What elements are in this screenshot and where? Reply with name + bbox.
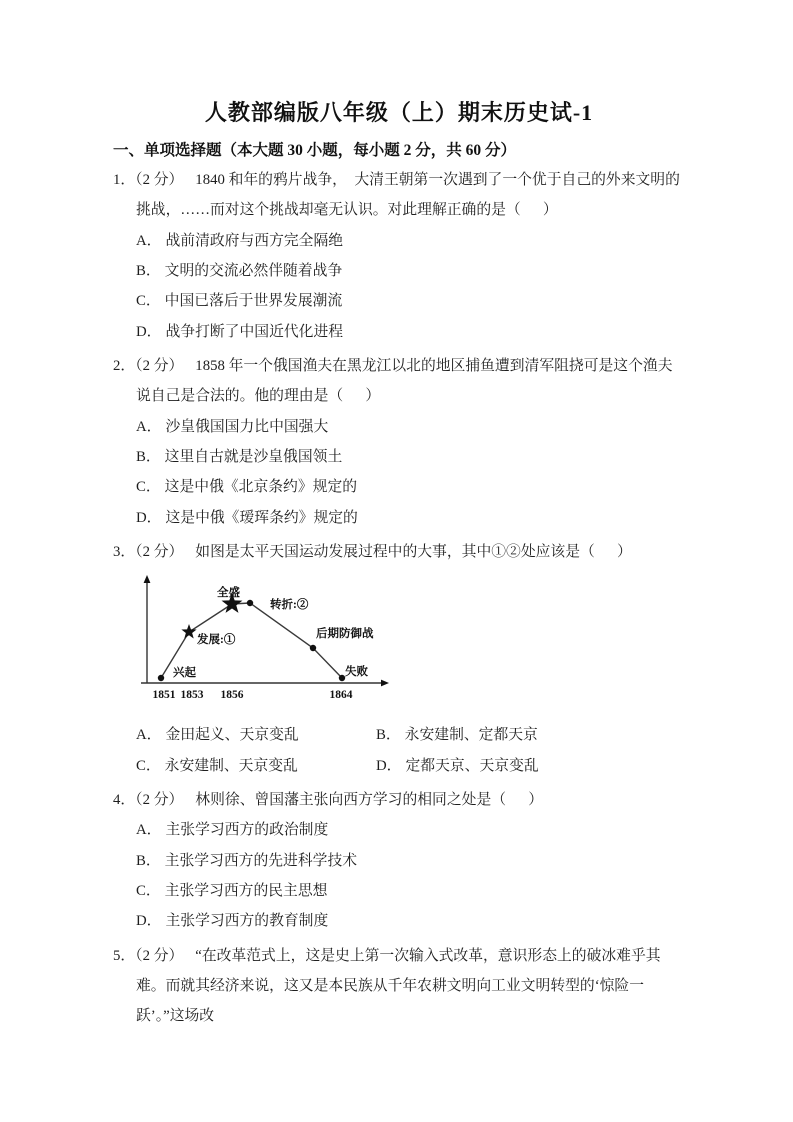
option-label: C．: [136, 882, 161, 899]
option-text: 主张学习西方的民主思想: [164, 882, 328, 899]
option-c: [136, 876, 685, 906]
option-text: 定都天京、天京变乱: [405, 757, 539, 774]
option-b: [136, 256, 685, 286]
question-4-stem: [113, 785, 685, 815]
option-a: [136, 815, 685, 845]
option-label: A．: [136, 727, 162, 744]
taiping-movement-figure: [139, 575, 685, 716]
option-text: 永安建制、天京变乱: [164, 757, 298, 774]
question-text: 1858 年一个俄国渔夫在黑龙江以北的地区捕鱼遭到清军阻挠可是这个渔夫说自己是合法的。他的理由是（ ）: [136, 357, 673, 405]
option-label: C．: [136, 757, 161, 774]
option-text: 金田起义、天京变乱: [165, 727, 299, 744]
option-label: D．: [136, 509, 162, 526]
option-text: 中国已落后于世界发展潮流: [164, 293, 343, 310]
option-label: A．: [136, 232, 162, 249]
option-label: A．: [136, 822, 162, 839]
question-1-options: [113, 226, 685, 347]
development-star-icon: [181, 624, 196, 638]
option-d: [376, 751, 685, 781]
option-a: [136, 720, 376, 750]
option-label: D．: [136, 913, 162, 930]
option-label: B．: [136, 448, 161, 465]
question-5-stem: [113, 941, 685, 1032]
taiping-line-chart: [139, 575, 399, 711]
option-label: D．: [136, 323, 162, 340]
stage-label-peak: 全盛: [217, 587, 240, 600]
option-text: 战争打断了中国近代化进程: [165, 323, 344, 340]
question-text: 如图是太平天国运动发展过程中的大事，其中①②处应该是（ ）: [195, 543, 632, 560]
option-d: [136, 317, 685, 347]
option-b: [136, 442, 685, 472]
option-c: [136, 286, 685, 316]
option-text: 这是中俄《北京条约》规定的: [164, 479, 358, 496]
option-label: C．: [136, 293, 161, 310]
question-3-stem: [113, 537, 685, 567]
stage-label-turning-point: 转折:②: [270, 599, 309, 612]
question-3-options: [136, 720, 685, 781]
option-label: D．: [376, 757, 402, 774]
question-4: [113, 785, 685, 937]
question-text: “在改革范式上，这是史上第一次输入式改革，意识形态上的破冰难乎其难。而就其经济来说，这又是本民族从千年农耕文明向工业文明转型的‘惊险一跃’。”这场改: [136, 947, 661, 1025]
x-axis-arrow: [381, 680, 389, 687]
option-a: [136, 412, 685, 442]
option-label: B．: [136, 852, 161, 869]
stage-label-rise: 兴起: [173, 667, 196, 680]
option-b: [136, 846, 685, 876]
question-3: [113, 537, 685, 781]
question-1-stem: [113, 165, 685, 226]
question-2: [113, 351, 685, 533]
stage-label-late-defense: 后期防御战: [316, 628, 374, 641]
question-number: 1．: [113, 172, 136, 188]
question-number: 5．: [113, 947, 136, 964]
x-tick-1864: 1864: [329, 689, 353, 702]
question-5: [113, 941, 685, 1032]
option-d: [136, 906, 685, 936]
option-text: 永安建制、定都天京: [404, 727, 538, 744]
turning-point-dot: [247, 600, 253, 606]
option-d: [136, 503, 685, 533]
question-text: 林则徐、曾国藩主张向西方学习的相同之处是（ ）: [195, 791, 544, 808]
question-score: （2 分）: [135, 543, 184, 560]
option-text: 沙皇俄国国力比中国强大: [165, 418, 329, 435]
option-a: [136, 226, 685, 256]
option-text: 战前清政府与西方完全隔绝: [165, 232, 344, 249]
question-2-stem: [113, 351, 685, 412]
option-text: 主张学习西方的先进科学技术: [164, 852, 358, 869]
question-1: [113, 165, 685, 347]
option-label: C．: [136, 479, 161, 496]
question-score: （2 分）: [135, 357, 184, 374]
question-score: （2 分）: [135, 947, 184, 964]
question-score: （2 分）: [135, 791, 184, 808]
option-text: 这里自古就是沙皇俄国领土: [164, 448, 343, 465]
option-label: B．: [136, 262, 161, 279]
stage-label-failure: 失败: [345, 666, 368, 679]
page-title: 人教部编版八年级（上）期末历史试-1: [204, 100, 594, 125]
x-tick-1856: 1856: [220, 689, 244, 702]
option-label: B．: [376, 727, 401, 744]
option-text: 这是中俄《瑷珲条约》规定的: [165, 509, 358, 526]
option-c: [136, 751, 376, 781]
x-tick-1851: 1851: [152, 689, 176, 702]
option-text: 主张学习西方的教育制度: [165, 913, 329, 930]
question-2-options: [113, 412, 685, 533]
option-label: A．: [136, 418, 162, 435]
question-4-options: [113, 815, 685, 936]
option-text: 文明的交流必然伴随着战争: [164, 262, 343, 279]
question-text: 1840 和年的鸦片战争， 大清王朝第一次遇到了一个优于自己的外来文明的挑战，……而对这个挑战却毫无认识。对此理解正确的是（ ）: [136, 172, 680, 219]
section-heading: 一、单项选择题（本大题 30 小题，每小题 2 分，共 60 分）: [113, 142, 517, 159]
rise-dot: [158, 675, 164, 681]
question-number: 2．: [113, 357, 136, 374]
question-number: 4．: [113, 791, 136, 808]
defense-dot: [310, 645, 316, 651]
question-number: 3．: [113, 543, 136, 560]
option-b: [376, 720, 685, 750]
question-score: （2 分）: [135, 172, 184, 188]
stage-label-development: 发展:①: [197, 634, 236, 647]
option-c: [136, 472, 685, 502]
y-axis-arrow: [144, 575, 151, 583]
option-text: 主张学习西方的政治制度: [165, 822, 329, 839]
x-tick-1853: 1853: [180, 689, 204, 702]
